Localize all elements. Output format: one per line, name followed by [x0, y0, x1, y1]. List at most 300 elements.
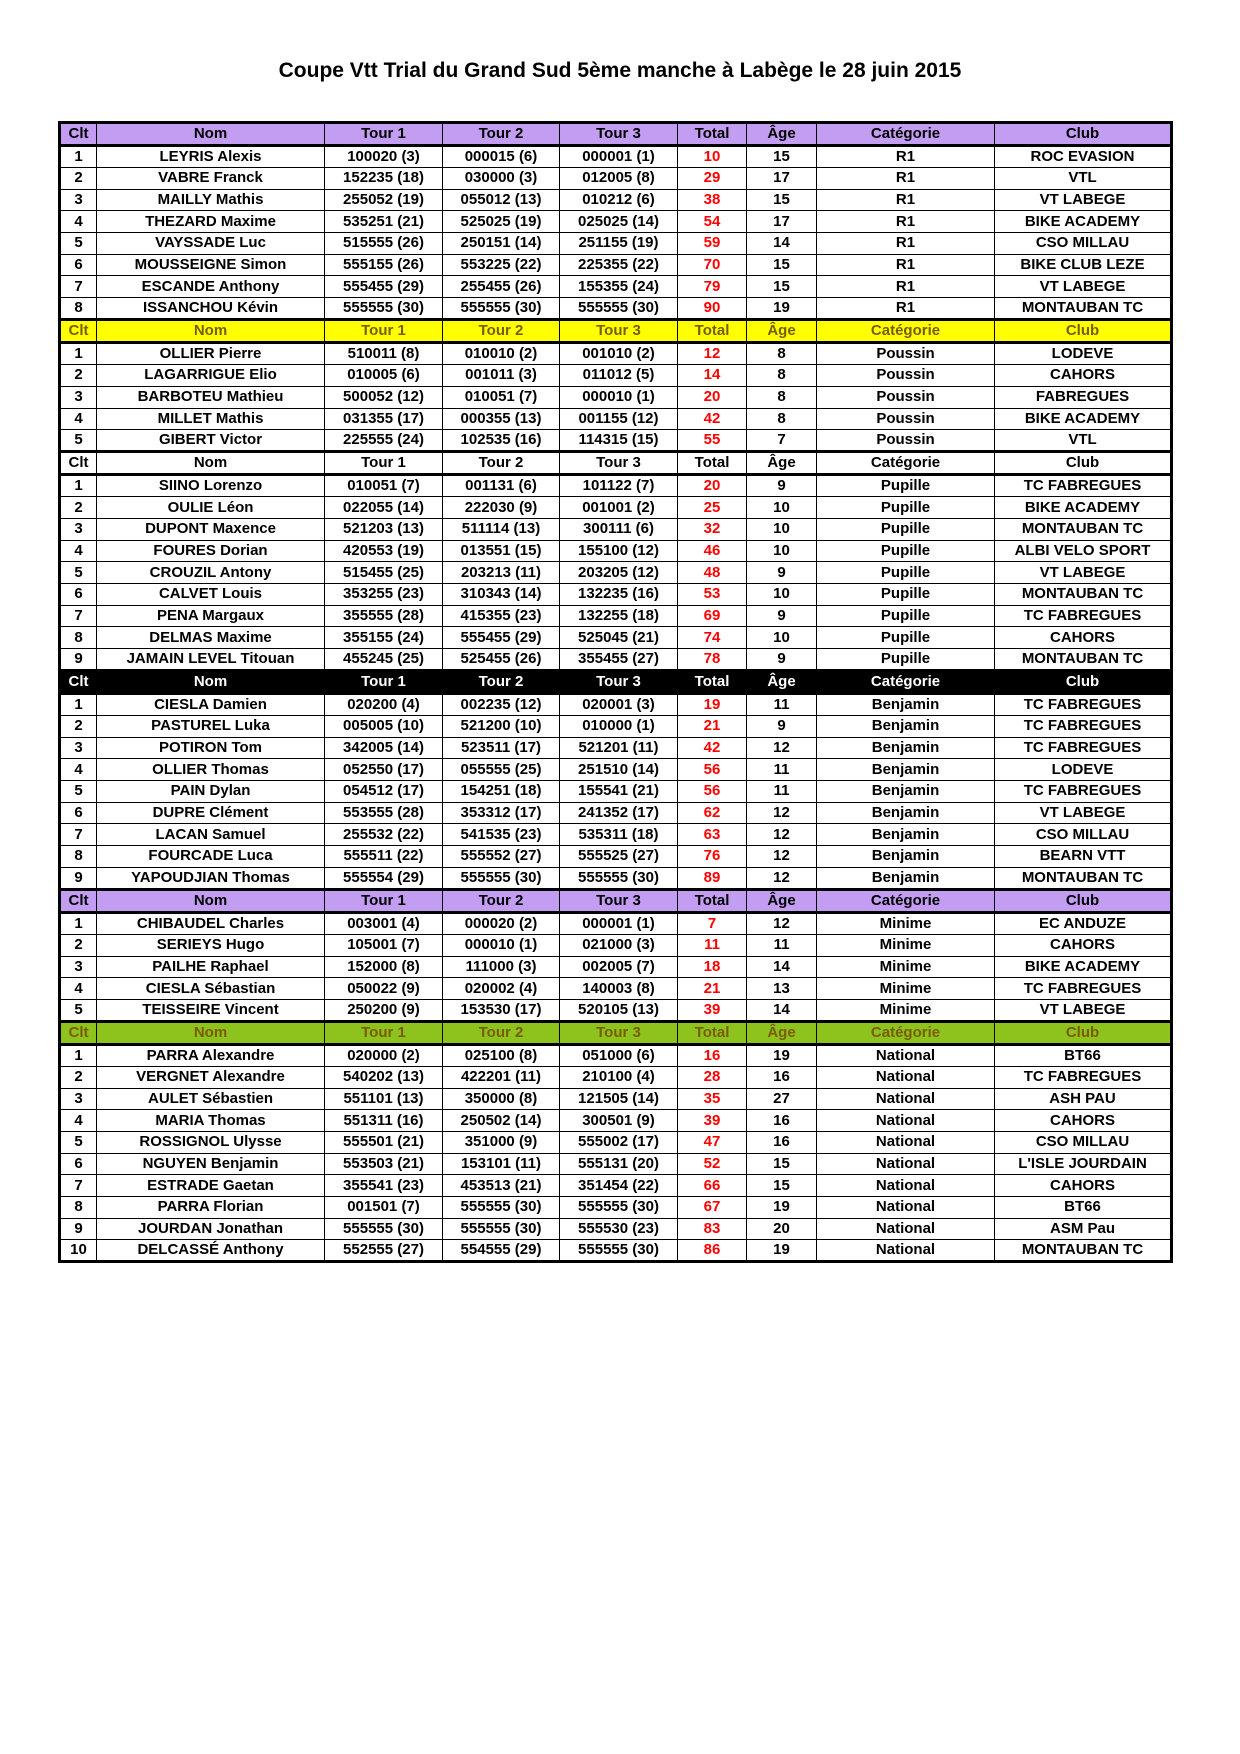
table-row [60, 146, 1172, 168]
cell-rank: 5 [60, 999, 97, 1021]
table-row [60, 1240, 1172, 1262]
cell-club: MONTAUBAN TC [995, 649, 1172, 671]
cell-age: 19 [747, 1197, 817, 1219]
cell-category: Pupille [817, 497, 995, 519]
cell-category: Minime [817, 956, 995, 978]
cell-total: 42 [678, 737, 747, 759]
table-row [60, 716, 1172, 738]
cell-tour-2: 000010 (1) [443, 934, 560, 956]
cell-name: LACAN Samuel [97, 824, 325, 846]
cell-club: TC FABREGUES [995, 737, 1172, 759]
cell-total: 7 [678, 912, 747, 934]
cell-total: 66 [678, 1175, 747, 1197]
cell-total: 47 [678, 1131, 747, 1153]
cell-age: 13 [747, 978, 817, 1000]
cell-tour-2: 525025 (19) [443, 211, 560, 233]
column-header-rank: Clt [60, 671, 97, 694]
cell-tour-3: 114315 (15) [560, 430, 678, 452]
cell-rank: 4 [60, 978, 97, 1000]
column-header-total: Total [678, 320, 747, 343]
cell-age: 11 [747, 781, 817, 803]
cell-tour-2: 555552 (27) [443, 846, 560, 868]
cell-rank: 2 [60, 497, 97, 519]
cell-category: R1 [817, 254, 995, 276]
cell-rank: 10 [60, 1240, 97, 1262]
cell-tour-3: 155100 (12) [560, 540, 678, 562]
cell-tour-2: 013551 (15) [443, 540, 560, 562]
cell-total: 28 [678, 1066, 747, 1088]
cell-name: PASTUREL Luka [97, 716, 325, 738]
cell-total: 10 [678, 146, 747, 168]
cell-tour-2: 153101 (11) [443, 1153, 560, 1175]
cell-tour-1: 551101 (13) [325, 1088, 443, 1110]
cell-rank: 6 [60, 1153, 97, 1175]
cell-age: 11 [747, 694, 817, 716]
cell-category: Benjamin [817, 759, 995, 781]
column-header-rank: Clt [60, 889, 97, 912]
cell-rank: 3 [60, 956, 97, 978]
table-row [60, 189, 1172, 211]
cell-club: VTL [995, 168, 1172, 190]
column-header-tour-2: Tour 2 [443, 123, 560, 146]
cell-age: 16 [747, 1131, 817, 1153]
cell-age: 9 [747, 716, 817, 738]
cell-age: 14 [747, 956, 817, 978]
cell-category: National [817, 1197, 995, 1219]
cell-tour-3: 021000 (3) [560, 934, 678, 956]
table-row [60, 1153, 1172, 1175]
table-row [60, 583, 1172, 605]
cell-rank: 3 [60, 386, 97, 408]
cell-rank: 4 [60, 211, 97, 233]
cell-category: R1 [817, 189, 995, 211]
cell-tour-1: 555501 (21) [325, 1131, 443, 1153]
column-header-tour-3: Tour 3 [560, 1021, 678, 1044]
cell-club: CAHORS [995, 1175, 1172, 1197]
table-row [60, 540, 1172, 562]
section-header-row [60, 123, 1172, 146]
cell-tour-2: 554555 (29) [443, 1240, 560, 1262]
table-row [60, 475, 1172, 497]
table-row [60, 627, 1172, 649]
cell-tour-1: 105001 (7) [325, 934, 443, 956]
column-header-age: Âge [747, 320, 817, 343]
cell-rank: 1 [60, 912, 97, 934]
cell-total: 86 [678, 1240, 747, 1262]
cell-rank: 1 [60, 475, 97, 497]
cell-tour-2: 555555 (30) [443, 1197, 560, 1219]
column-header-club: Club [995, 889, 1172, 912]
cell-tour-2: 010051 (7) [443, 386, 560, 408]
cell-rank: 7 [60, 824, 97, 846]
cell-tour-3: 011012 (5) [560, 365, 678, 387]
column-header-tour-2: Tour 2 [443, 1021, 560, 1044]
cell-total: 67 [678, 1197, 747, 1219]
cell-tour-3: 155355 (24) [560, 276, 678, 298]
cell-category: Poussin [817, 365, 995, 387]
table-row [60, 1066, 1172, 1088]
cell-name: MILLET Mathis [97, 408, 325, 430]
cell-tour-2: 001131 (6) [443, 475, 560, 497]
cell-category: National [817, 1066, 995, 1088]
cell-age: 10 [747, 540, 817, 562]
cell-rank: 3 [60, 737, 97, 759]
cell-tour-1: 152000 (8) [325, 956, 443, 978]
cell-age: 15 [747, 1153, 817, 1175]
cell-age: 8 [747, 365, 817, 387]
table-row [60, 956, 1172, 978]
cell-tour-2: 002235 (12) [443, 694, 560, 716]
column-header-total: Total [678, 889, 747, 912]
table-row [60, 759, 1172, 781]
cell-tour-1: 555155 (26) [325, 254, 443, 276]
cell-rank: 8 [60, 1197, 97, 1219]
cell-rank: 2 [60, 1066, 97, 1088]
table-row [60, 1218, 1172, 1240]
column-header-tour-3: Tour 3 [560, 452, 678, 475]
column-header-tour-1: Tour 1 [325, 452, 443, 475]
cell-tour-1: 555554 (29) [325, 867, 443, 889]
cell-category: National [817, 1240, 995, 1262]
table-row [60, 781, 1172, 803]
column-header-rank: Clt [60, 452, 97, 475]
cell-tour-3: 555555 (30) [560, 1240, 678, 1262]
cell-tour-1: 510011 (8) [325, 343, 443, 365]
cell-category: Minime [817, 934, 995, 956]
cell-rank: 3 [60, 189, 97, 211]
cell-tour-2: 154251 (18) [443, 781, 560, 803]
cell-club: EC ANDUZE [995, 912, 1172, 934]
column-header-category: Catégorie [817, 123, 995, 146]
cell-category: Benjamin [817, 737, 995, 759]
cell-rank: 9 [60, 1218, 97, 1240]
cell-rank: 4 [60, 759, 97, 781]
table-row [60, 365, 1172, 387]
cell-club: BIKE ACADEMY [995, 497, 1172, 519]
cell-tour-2: 102535 (16) [443, 430, 560, 452]
cell-tour-2: 555555 (30) [443, 867, 560, 889]
cell-rank: 1 [60, 343, 97, 365]
cell-rank: 8 [60, 627, 97, 649]
cell-name: GIBERT Victor [97, 430, 325, 452]
cell-tour-1: 555455 (29) [325, 276, 443, 298]
cell-tour-2: 525455 (26) [443, 649, 560, 671]
cell-tour-1: 054512 (17) [325, 781, 443, 803]
cell-age: 7 [747, 430, 817, 452]
cell-club: VT LABEGE [995, 189, 1172, 211]
cell-tour-2: 001011 (3) [443, 365, 560, 387]
cell-club: BT66 [995, 1197, 1172, 1219]
cell-tour-2: 250502 (14) [443, 1110, 560, 1132]
cell-tour-3: 520105 (13) [560, 999, 678, 1021]
column-header-category: Catégorie [817, 320, 995, 343]
cell-name: LEYRIS Alexis [97, 146, 325, 168]
cell-category: R1 [817, 168, 995, 190]
cell-total: 29 [678, 168, 747, 190]
cell-club: VTL [995, 430, 1172, 452]
cell-tour-1: 255532 (22) [325, 824, 443, 846]
cell-rank: 8 [60, 298, 97, 320]
cell-age: 19 [747, 298, 817, 320]
table-row [60, 233, 1172, 255]
cell-tour-3: 555131 (20) [560, 1153, 678, 1175]
cell-tour-3: 140003 (8) [560, 978, 678, 1000]
cell-tour-2: 511114 (13) [443, 518, 560, 540]
cell-tour-2: 555555 (30) [443, 298, 560, 320]
cell-age: 16 [747, 1066, 817, 1088]
cell-rank: 1 [60, 694, 97, 716]
column-header-total: Total [678, 452, 747, 475]
cell-age: 19 [747, 1240, 817, 1262]
cell-name: JAMAIN LEVEL Titouan [97, 649, 325, 671]
cell-tour-1: 010051 (7) [325, 475, 443, 497]
cell-name: THEZARD Maxime [97, 211, 325, 233]
cell-name: PENA Margaux [97, 605, 325, 627]
table-row [60, 1175, 1172, 1197]
cell-category: Minime [817, 999, 995, 1021]
cell-tour-3: 300111 (6) [560, 518, 678, 540]
column-header-age: Âge [747, 452, 817, 475]
cell-tour-1: 031355 (17) [325, 408, 443, 430]
cell-total: 39 [678, 1110, 747, 1132]
cell-name: ESTRADE Gaetan [97, 1175, 325, 1197]
cell-tour-1: 225555 (24) [325, 430, 443, 452]
cell-category: Poussin [817, 408, 995, 430]
cell-total: 55 [678, 430, 747, 452]
cell-tour-1: 050022 (9) [325, 978, 443, 1000]
table-row [60, 846, 1172, 868]
cell-total: 12 [678, 343, 747, 365]
cell-name: MOUSSEIGNE Simon [97, 254, 325, 276]
column-header-category: Catégorie [817, 452, 995, 475]
cell-total: 79 [678, 276, 747, 298]
cell-age: 10 [747, 497, 817, 519]
cell-total: 54 [678, 211, 747, 233]
table-row [60, 298, 1172, 320]
cell-category: R1 [817, 211, 995, 233]
cell-tour-2: 521200 (10) [443, 716, 560, 738]
table-row [60, 497, 1172, 519]
cell-category: Benjamin [817, 824, 995, 846]
cell-tour-3: 521201 (11) [560, 737, 678, 759]
cell-rank: 4 [60, 408, 97, 430]
cell-tour-2: 422201 (11) [443, 1066, 560, 1088]
cell-category: Benjamin [817, 802, 995, 824]
cell-tour-3: 251510 (14) [560, 759, 678, 781]
cell-tour-2: 541535 (23) [443, 824, 560, 846]
cell-club: CSO MILLAU [995, 1131, 1172, 1153]
cell-tour-2: 415355 (23) [443, 605, 560, 627]
cell-name: DUPRE Clément [97, 802, 325, 824]
cell-age: 11 [747, 759, 817, 781]
cell-tour-3: 555555 (30) [560, 298, 678, 320]
cell-rank: 7 [60, 276, 97, 298]
cell-tour-3: 000010 (1) [560, 386, 678, 408]
cell-club: MONTAUBAN TC [995, 298, 1172, 320]
cell-name: BARBOTEU Mathieu [97, 386, 325, 408]
cell-club: CAHORS [995, 365, 1172, 387]
column-header-age: Âge [747, 889, 817, 912]
cell-rank: 9 [60, 649, 97, 671]
cell-club: LODEVE [995, 759, 1172, 781]
cell-age: 10 [747, 583, 817, 605]
table-row [60, 386, 1172, 408]
cell-tour-2: 010010 (2) [443, 343, 560, 365]
cell-age: 12 [747, 802, 817, 824]
cell-tour-2: 255455 (26) [443, 276, 560, 298]
table-row [60, 430, 1172, 452]
column-header-tour-2: Tour 2 [443, 452, 560, 475]
cell-name: PARRA Florian [97, 1197, 325, 1219]
column-header-rank: Clt [60, 320, 97, 343]
column-header-name: Nom [97, 452, 325, 475]
cell-name: CIESLA Damien [97, 694, 325, 716]
cell-age: 8 [747, 343, 817, 365]
cell-age: 10 [747, 627, 817, 649]
cell-rank: 6 [60, 802, 97, 824]
cell-tour-3: 535311 (18) [560, 824, 678, 846]
table-row [60, 1110, 1172, 1132]
column-header-category: Catégorie [817, 889, 995, 912]
column-header-club: Club [995, 123, 1172, 146]
cell-tour-1: 355155 (24) [325, 627, 443, 649]
cell-rank: 5 [60, 1131, 97, 1153]
column-header-tour-3: Tour 3 [560, 889, 678, 912]
cell-tour-1: 552555 (27) [325, 1240, 443, 1262]
cell-category: Poussin [817, 430, 995, 452]
column-header-club: Club [995, 1021, 1172, 1044]
cell-age: 12 [747, 912, 817, 934]
cell-club: TC FABREGUES [995, 475, 1172, 497]
column-header-tour-2: Tour 2 [443, 320, 560, 343]
cell-total: 39 [678, 999, 747, 1021]
cell-tour-2: 000020 (2) [443, 912, 560, 934]
cell-age: 15 [747, 189, 817, 211]
cell-name: NGUYEN Benjamin [97, 1153, 325, 1175]
column-header-total: Total [678, 671, 747, 694]
cell-total: 20 [678, 386, 747, 408]
cell-club: VT LABEGE [995, 276, 1172, 298]
cell-category: R1 [817, 146, 995, 168]
cell-club: BIKE CLUB LEZE [995, 254, 1172, 276]
cell-total: 14 [678, 365, 747, 387]
cell-tour-2: 353312 (17) [443, 802, 560, 824]
cell-club: ASM Pau [995, 1218, 1172, 1240]
column-header-category: Catégorie [817, 1021, 995, 1044]
table-row [60, 562, 1172, 584]
cell-name: VABRE Franck [97, 168, 325, 190]
cell-tour-1: 455245 (25) [325, 649, 443, 671]
cell-tour-3: 555530 (23) [560, 1218, 678, 1240]
cell-name: FOURCADE Luca [97, 846, 325, 868]
column-header-name: Nom [97, 671, 325, 694]
cell-age: 9 [747, 562, 817, 584]
cell-tour-1: 551311 (16) [325, 1110, 443, 1132]
cell-club: TC FABREGUES [995, 605, 1172, 627]
cell-tour-3: 555002 (17) [560, 1131, 678, 1153]
cell-total: 78 [678, 649, 747, 671]
cell-category: Pupille [817, 583, 995, 605]
cell-club: ASH PAU [995, 1088, 1172, 1110]
cell-tour-2: 555455 (29) [443, 627, 560, 649]
column-header-club: Club [995, 671, 1172, 694]
cell-total: 89 [678, 867, 747, 889]
cell-tour-3: 525045 (21) [560, 627, 678, 649]
cell-club: TC FABREGUES [995, 694, 1172, 716]
cell-tour-3: 132235 (16) [560, 583, 678, 605]
cell-rank: 9 [60, 867, 97, 889]
column-header-total: Total [678, 1021, 747, 1044]
cell-total: 48 [678, 562, 747, 584]
cell-tour-1: 555555 (30) [325, 1218, 443, 1240]
cell-name: OULIE Léon [97, 497, 325, 519]
cell-club: CSO MILLAU [995, 233, 1172, 255]
cell-rank: 4 [60, 1110, 97, 1132]
table-row [60, 978, 1172, 1000]
cell-category: Pupille [817, 649, 995, 671]
cell-category: National [817, 1131, 995, 1153]
cell-category: R1 [817, 276, 995, 298]
cell-age: 8 [747, 386, 817, 408]
cell-tour-2: 055012 (13) [443, 189, 560, 211]
cell-age: 9 [747, 475, 817, 497]
cell-total: 16 [678, 1044, 747, 1066]
column-header-rank: Clt [60, 1021, 97, 1044]
cell-club: L'ISLE JOURDAIN [995, 1153, 1172, 1175]
cell-category: Benjamin [817, 781, 995, 803]
column-header-tour-3: Tour 3 [560, 123, 678, 146]
cell-age: 12 [747, 846, 817, 868]
cell-name: ESCANDE Anthony [97, 276, 325, 298]
cell-tour-1: 100020 (3) [325, 146, 443, 168]
cell-rank: 5 [60, 562, 97, 584]
cell-club: BEARN VTT [995, 846, 1172, 868]
cell-tour-3: 012005 (8) [560, 168, 678, 190]
cell-name: PAIN Dylan [97, 781, 325, 803]
cell-rank: 2 [60, 365, 97, 387]
cell-age: 20 [747, 1218, 817, 1240]
column-header-club: Club [995, 452, 1172, 475]
cell-total: 76 [678, 846, 747, 868]
column-header-club: Club [995, 320, 1172, 343]
table-row [60, 254, 1172, 276]
cell-total: 83 [678, 1218, 747, 1240]
cell-category: Benjamin [817, 846, 995, 868]
cell-tour-1: 553555 (28) [325, 802, 443, 824]
cell-name: CHIBAUDEL Charles [97, 912, 325, 934]
cell-club: VT LABEGE [995, 562, 1172, 584]
cell-tour-1: 355555 (28) [325, 605, 443, 627]
cell-tour-1: 250200 (9) [325, 999, 443, 1021]
section-header-row [60, 671, 1172, 694]
cell-category: National [817, 1175, 995, 1197]
cell-age: 12 [747, 867, 817, 889]
cell-tour-3: 203205 (12) [560, 562, 678, 584]
column-header-tour-1: Tour 1 [325, 1021, 443, 1044]
cell-club: CAHORS [995, 1110, 1172, 1132]
cell-name: AULET Sébastien [97, 1088, 325, 1110]
column-header-rank: Clt [60, 123, 97, 146]
cell-name: VAYSSADE Luc [97, 233, 325, 255]
cell-tour-2: 000355 (13) [443, 408, 560, 430]
cell-club: BIKE ACADEMY [995, 408, 1172, 430]
cell-tour-1: 353255 (23) [325, 583, 443, 605]
cell-name: CROUZIL Antony [97, 562, 325, 584]
table-row [60, 1088, 1172, 1110]
column-header-tour-1: Tour 1 [325, 671, 443, 694]
section-header-row [60, 1021, 1172, 1044]
cell-tour-3: 300501 (9) [560, 1110, 678, 1132]
